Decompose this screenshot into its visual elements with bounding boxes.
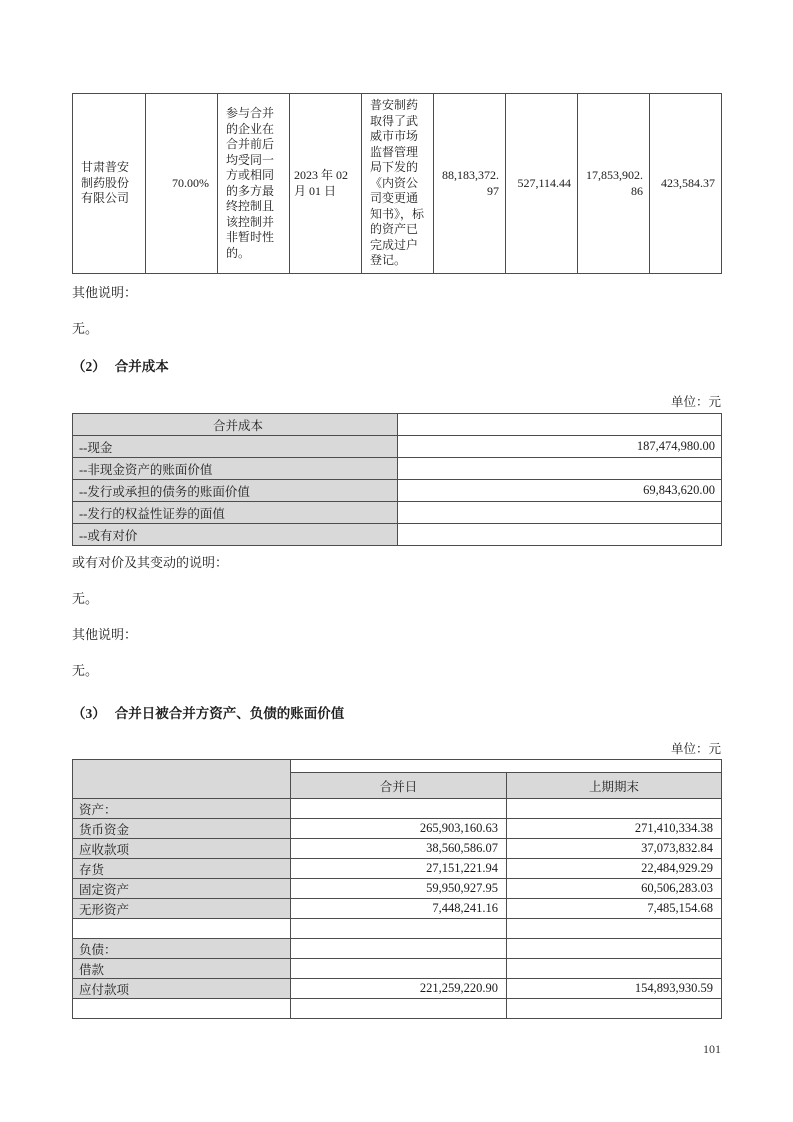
table-row bbox=[73, 939, 722, 959]
table-header-row bbox=[73, 760, 722, 773]
label-cell: 应收款项 bbox=[73, 839, 291, 859]
other-notes-label: 其他说明： bbox=[72, 627, 138, 642]
page-number: 101 bbox=[703, 1042, 721, 1056]
table-row bbox=[73, 959, 722, 979]
label-cell: --非现金资产的账面价值 bbox=[73, 458, 398, 480]
value-cell bbox=[507, 959, 722, 979]
label-cell: 负债： bbox=[73, 939, 291, 959]
table-row bbox=[73, 899, 722, 919]
value-cell bbox=[507, 919, 722, 939]
unit-label: 单位：元 bbox=[670, 395, 721, 409]
value-cell bbox=[291, 939, 507, 959]
table-row bbox=[73, 799, 722, 819]
section2-title: 合并成本 bbox=[114, 359, 169, 374]
label-cell: --发行的权益性证券的面值 bbox=[73, 502, 398, 524]
merged-assets-liabilities-table bbox=[72, 759, 722, 1019]
label-cell: 固定资产 bbox=[73, 879, 291, 899]
value-cell: 59,950,927.95 bbox=[291, 879, 507, 899]
value-cell: 27,151,221.94 bbox=[291, 859, 507, 879]
table-row bbox=[73, 524, 722, 546]
value-cell: 265,903,160.63 bbox=[291, 819, 507, 839]
label-cell: 应付款项 bbox=[73, 979, 291, 999]
merger-basis-cell: 参与合并的企业在合并前后均受同一方或相同的多方最终控制且该控制并非暂时性的。 bbox=[218, 94, 290, 274]
table-row bbox=[73, 859, 722, 879]
value-cell bbox=[291, 999, 507, 1019]
other-notes-value: 无。 bbox=[72, 321, 99, 336]
value-cell: 221,259,220.90 bbox=[291, 979, 507, 999]
contingent-consideration-note-label: 或有对价及其变动的说明： bbox=[72, 555, 229, 570]
section3-title: 合并日被合并方资产、负债的账面价值 bbox=[114, 706, 345, 721]
label-cell: 资产： bbox=[73, 799, 291, 819]
label-cell: 存货 bbox=[73, 859, 291, 879]
section3-number: （3） bbox=[72, 706, 106, 721]
spanner-header-cell bbox=[291, 760, 722, 773]
value-cell: 271,410,334.38 bbox=[507, 819, 722, 839]
value-cell bbox=[507, 999, 722, 1019]
table-row bbox=[73, 979, 722, 999]
label-cell: 无形资产 bbox=[73, 899, 291, 919]
value-cell bbox=[291, 919, 507, 939]
table-row bbox=[73, 436, 722, 458]
value-cell: 88,183,372.97 bbox=[434, 94, 506, 274]
value-cell: 37,073,832.84 bbox=[507, 839, 722, 859]
company-name-cell: 甘肃普安制药股份有限公司 bbox=[73, 94, 146, 274]
label-cell: --或有对价 bbox=[73, 524, 398, 546]
merger-party-table bbox=[72, 93, 722, 274]
table-row bbox=[73, 480, 722, 502]
other-notes-value: 无。 bbox=[72, 663, 99, 678]
value-cell bbox=[291, 959, 507, 979]
table-row bbox=[73, 819, 722, 839]
page-content bbox=[72, 93, 721, 1057]
label-cell: --发行或承担的债务的账面价值 bbox=[73, 480, 398, 502]
value-cell bbox=[398, 524, 722, 546]
column-header-cell: 合并成本 bbox=[73, 414, 398, 436]
value-cell bbox=[398, 502, 722, 524]
equity-ratio-cell: 70.00% bbox=[146, 94, 218, 274]
table-row bbox=[73, 999, 722, 1019]
label-cell: --现金 bbox=[73, 436, 398, 458]
merger-date-cell: 2023 年 02 月 01 日 bbox=[290, 94, 362, 274]
value-cell bbox=[398, 458, 722, 480]
value-cell: 38,560,586.07 bbox=[291, 839, 507, 859]
table-row bbox=[73, 414, 722, 436]
merger-note-cell: 普安制药取得了武威市市场监督管理局下发的《内资公司变更通知书》，标的资产已完成过户登记。 bbox=[362, 94, 434, 274]
value-cell: 17,853,902.86 bbox=[578, 94, 650, 274]
table-row bbox=[73, 458, 722, 480]
table-row bbox=[73, 879, 722, 899]
merger-cost-table bbox=[72, 413, 722, 546]
other-notes-label: 其他说明： bbox=[72, 285, 138, 300]
value-cell bbox=[398, 414, 722, 436]
table-row bbox=[73, 839, 722, 859]
value-cell: 22,484,929.29 bbox=[507, 859, 722, 879]
label-cell bbox=[73, 999, 291, 1019]
label-cell: 借款 bbox=[73, 959, 291, 979]
table-row bbox=[73, 919, 722, 939]
value-cell: 7,448,241.16 bbox=[291, 899, 507, 919]
value-cell bbox=[507, 939, 722, 959]
value-cell: 60,506,283.03 bbox=[507, 879, 722, 899]
contingent-consideration-note-value: 无。 bbox=[72, 591, 99, 606]
value-cell: 154,893,930.59 bbox=[507, 979, 722, 999]
table-row bbox=[73, 502, 722, 524]
label-cell bbox=[73, 919, 291, 939]
column-header-cell: 合并日 bbox=[291, 773, 507, 799]
corner-header-cell bbox=[73, 760, 291, 799]
value-cell: 423,584.37 bbox=[650, 94, 722, 274]
unit-label: 单位：元 bbox=[670, 742, 721, 756]
value-cell bbox=[291, 799, 507, 819]
label-cell: 货币资金 bbox=[73, 819, 291, 839]
value-cell: 69,843,620.00 bbox=[398, 480, 722, 502]
section2-heading bbox=[72, 358, 721, 375]
section2-number: （2） bbox=[72, 359, 106, 374]
value-cell: 187,474,980.00 bbox=[398, 436, 722, 458]
column-header-cell: 上期期末 bbox=[507, 773, 722, 799]
section3-heading bbox=[72, 705, 721, 722]
table-row bbox=[73, 94, 722, 274]
value-cell: 7,485,154.68 bbox=[507, 899, 722, 919]
value-cell bbox=[507, 799, 722, 819]
value-cell: 527,114.44 bbox=[506, 94, 578, 274]
